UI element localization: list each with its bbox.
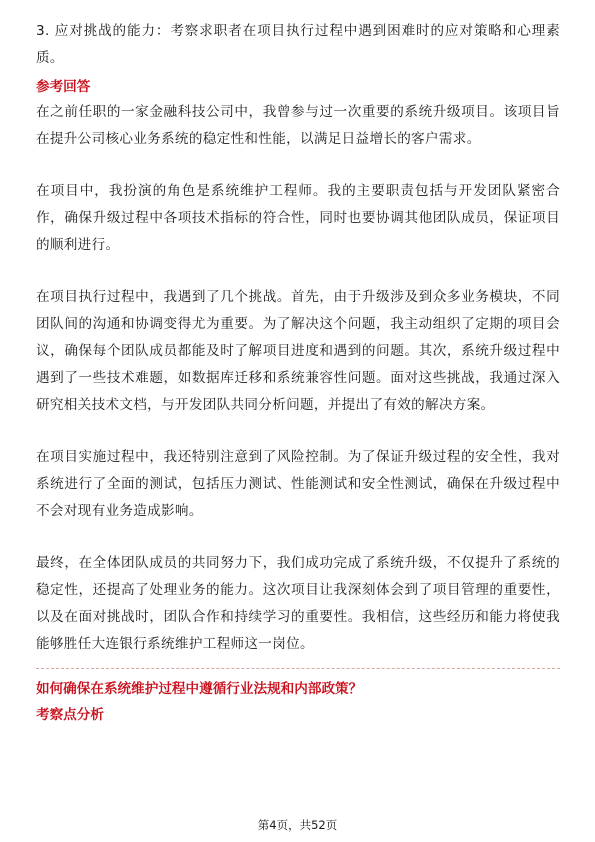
answer-paragraph-1: 在之前任职的一家金融科技公司中，我曾参与过一次重要的系统升级项目。该项目旨在提升公司核心业务系统的稳定性和性能，以满足日益增长的客户需求。 xyxy=(36,104,560,147)
page-footer: 第4页，共52页 xyxy=(257,818,338,832)
criterion-text: 3. 应对挑战的能力：考察求职者在项目执行过程中遇到困难时的应对策略和心理素质。 xyxy=(36,23,560,66)
answer-paragraph-4: 在项目实施过程中，我还特别注意到了风险控制。为了保证升级过程的安全性，我对系统进行了全面的测试，包括压力测试、性能测试和安全性测试，确保在升级过程中不会对现有业务造成影响。 xyxy=(36,449,560,519)
answer-paragraph-3: 在项目执行过程中，我遇到了几个挑战。首先，由于升级涉及到众多业务模块，不同团队间的沟通和协调变得尤为重要。为了解决这个问题，我主动组织了定期的项目会议，确保每个团队成员都能及时了解项目进度和遇到的问题。其次，系统升级过程中遇到了一些技术难题，如数据库迁移和系统兼容性问题。面对这些挑战，我通过深入研究相关技术文档，与开发团队共同分析问题，并提出了有效的解决方案。 xyxy=(36,289,560,413)
answer-paragraph-2: 在项目中，我扮演的角色是系统维护工程师。我的主要职责包括与开发团队紧密合作，确保升级过程中各项技术指标的符合性，同时也要协调其他团队成员，保证项目的顺利进行。 xyxy=(36,183,560,253)
reference-answer-label: 参考回答 xyxy=(36,79,91,95)
next-question-heading: 如何确保在系统维护过程中遵循行业法规和内部政策？ xyxy=(36,681,363,697)
document-page xyxy=(36,18,560,727)
section-divider xyxy=(36,668,560,669)
analysis-label: 考察点分析 xyxy=(36,707,104,723)
answer-paragraph-5: 最终，在全体团队成员的共同努力下，我们成功完成了系统升级，不仅提升了系统的稳定性，还提高了处理业务的能力。这次项目让我深刻体会到了项目管理的重要性，以及在面对挑战时，团队合作和持续学习的重要性。我相信，这些经历和能力将使我能够胜任大连银行系统维护工程师这一岗位。 xyxy=(36,555,560,652)
